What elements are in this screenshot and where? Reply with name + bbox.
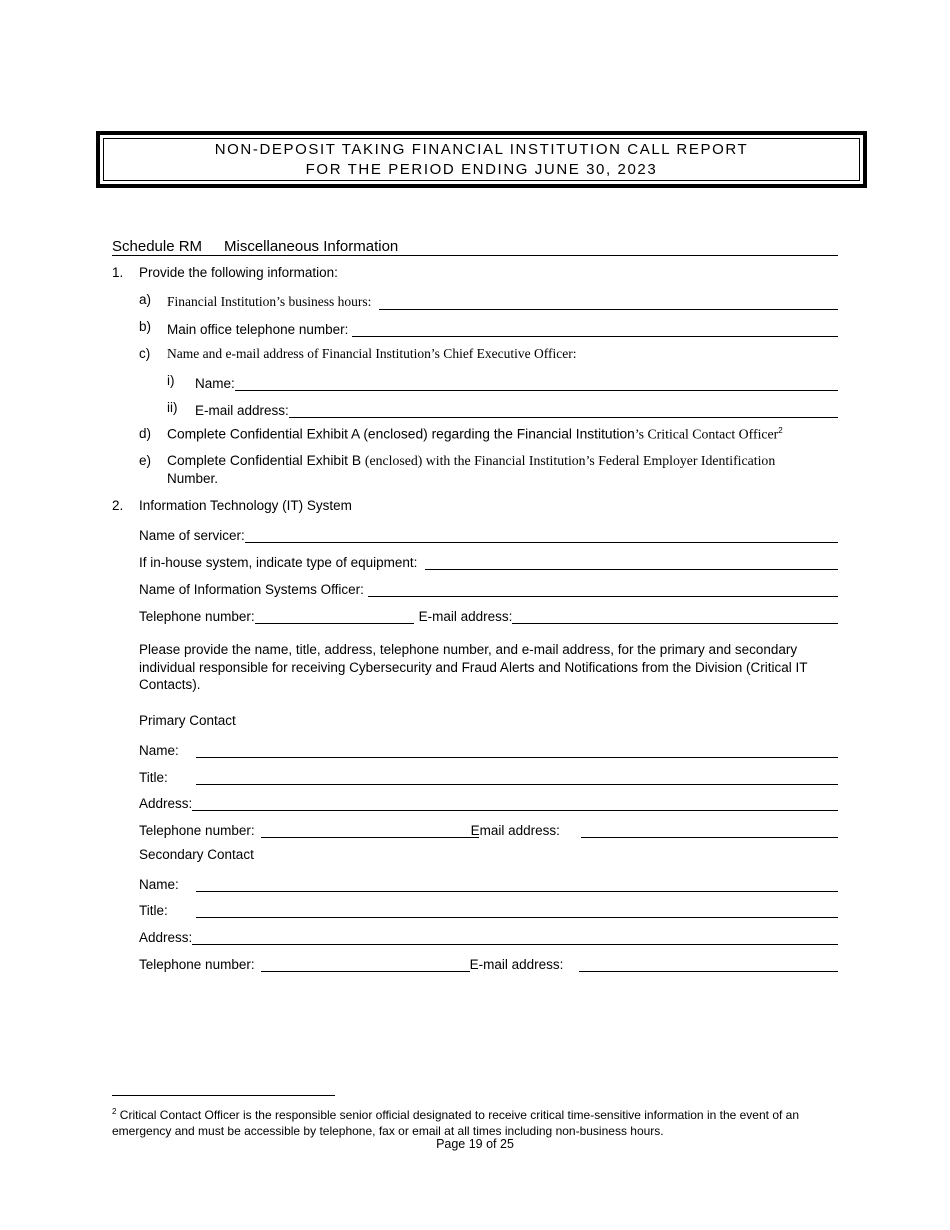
schedule-name: Miscellaneous Information — [224, 238, 399, 255]
item-d-text-serif: ’s Critical Contact Officer — [634, 426, 779, 442]
ceo-heading: Name and e-mail address of Financial Institution’s Chief Executive Officer: — [167, 346, 577, 361]
main-office-telephone-label: Main office telephone number: — [167, 322, 349, 337]
item-e-text-serif: (enclosed) with the Financial Institution’s Federal Employer Identification — [364, 453, 776, 468]
secondary-name-row — [139, 872, 838, 892]
secondary-title-label: Title: — [139, 903, 168, 918]
secondary-contact-row — [139, 952, 838, 972]
section1-number: 1. — [112, 265, 124, 280]
secondary-telephone-field[interactable] — [261, 956, 470, 972]
primary-email-label: Email address: — [470, 823, 560, 838]
secondary-address-field[interactable] — [192, 929, 838, 945]
secondary-title-row — [139, 898, 838, 918]
item-c-ii-marker: ii) — [167, 400, 178, 415]
primary-address-label: Address: — [139, 796, 193, 811]
business-hours-row — [167, 290, 838, 310]
primary-title-label: Title: — [139, 770, 168, 785]
report-title-box — [96, 131, 867, 188]
item-d-text — [167, 426, 783, 443]
primary-telephone-label: Telephone number: — [139, 823, 255, 838]
servicer-field[interactable] — [245, 527, 838, 543]
footnote-text: Critical Contact Officer is the responsible senior official designated to receive critical time-sensitive information in the event of an emergency and must be accessible by telephone, fax or email at all times including non-business hours. — [112, 1108, 800, 1138]
is-contact-row — [139, 604, 838, 624]
item-e-text-sans: Complete Confidential Exhibit B — [167, 453, 362, 468]
ceo-name-field[interactable] — [235, 375, 838, 391]
primary-address-field[interactable] — [192, 795, 838, 811]
is-officer-field[interactable] — [368, 581, 838, 597]
item-d-text-sans: Complete Confidential Exhibit A (enclosed) regarding the Financial Institution — [167, 426, 635, 442]
primary-name-row — [139, 738, 838, 758]
item-c-marker: c) — [139, 346, 151, 361]
secondary-email-label: E-mail address: — [469, 957, 564, 972]
ceo-name-row — [195, 371, 838, 391]
footnote-divider — [112, 1095, 335, 1096]
equipment-label: If in-house system, indicate type of equipment: — [139, 555, 418, 570]
main-office-telephone-field[interactable] — [352, 321, 838, 337]
schedule-heading — [112, 235, 838, 256]
critical-it-contacts-paragraph: Please provide the name, title, address, telephone number, and e-mail address, for the primary and secondary individual responsible for receiving Cybersecurity and Fraud Alerts and Notifications from the Division (Critical IT Contacts). — [139, 642, 808, 692]
page-number: Page 19 of 25 — [436, 1137, 514, 1151]
is-officer-label: Name of Information Systems Officer: — [139, 582, 364, 597]
schedule-code: Schedule RM — [112, 238, 203, 255]
footnote-marker: 2 — [112, 1107, 117, 1116]
secondary-email-field[interactable] — [579, 956, 838, 972]
secondary-title-field[interactable] — [196, 902, 838, 918]
report-title-line2: FOR THE PERIOD ENDING JUNE 30, 2023 — [305, 160, 658, 178]
is-email-label: E-mail address: — [418, 609, 513, 624]
telephone-row — [167, 317, 838, 337]
equipment-field[interactable] — [425, 554, 838, 570]
ceo-name-label: Name: — [195, 376, 235, 391]
equipment-row — [139, 550, 838, 570]
is-telephone-field[interactable] — [255, 608, 414, 624]
primary-telephone-field[interactable] — [261, 822, 479, 838]
item-d-footnote-ref: 2 — [778, 426, 783, 435]
ceo-email-row — [195, 398, 838, 418]
item-d-marker: d) — [139, 426, 152, 441]
secondary-name-label: Name: — [139, 877, 179, 892]
primary-contact-row — [139, 818, 838, 838]
section1-heading: Provide the following information: — [139, 265, 338, 280]
secondary-name-field[interactable] — [196, 876, 838, 892]
is-telephone-label: Telephone number: — [139, 609, 255, 624]
item-c-i-marker: i) — [167, 373, 175, 388]
servicer-row — [139, 523, 838, 543]
primary-contact-heading: Primary Contact — [139, 713, 236, 728]
servicer-label: Name of servicer: — [139, 528, 245, 543]
primary-email-field[interactable] — [581, 822, 838, 838]
business-hours-field[interactable] — [379, 294, 838, 310]
secondary-address-row — [139, 925, 838, 945]
item-b-marker: b) — [139, 319, 152, 334]
secondary-contact-heading: Secondary Contact — [139, 847, 254, 862]
secondary-address-label: Address: — [139, 930, 193, 945]
primary-name-label: Name: — [139, 743, 179, 758]
ceo-email-field[interactable] — [289, 402, 838, 418]
ceo-email-label: E-mail address: — [195, 403, 289, 418]
primary-title-field[interactable] — [196, 769, 838, 785]
footnote — [112, 1104, 857, 1139]
primary-title-row — [139, 765, 838, 785]
is-email-field[interactable] — [512, 608, 838, 624]
primary-address-row — [139, 791, 838, 811]
section2-heading: Information Technology (IT) System — [139, 498, 352, 513]
item-e-marker: e) — [139, 453, 152, 468]
report-title-inner — [103, 138, 860, 181]
is-officer-row — [139, 577, 838, 597]
item-e-text-line2: Number. — [167, 471, 219, 486]
business-hours-label: Financial Institution’s business hours: — [167, 294, 372, 309]
item-a-marker: a) — [139, 292, 152, 307]
item-e-text — [167, 453, 775, 469]
secondary-telephone-label: Telephone number: — [139, 957, 255, 972]
section2-number: 2. — [112, 498, 124, 513]
report-title-line1: NON-DEPOSIT TAKING FINANCIAL INSTITUTION CALL REPORT — [214, 140, 749, 158]
primary-name-field[interactable] — [196, 742, 838, 758]
